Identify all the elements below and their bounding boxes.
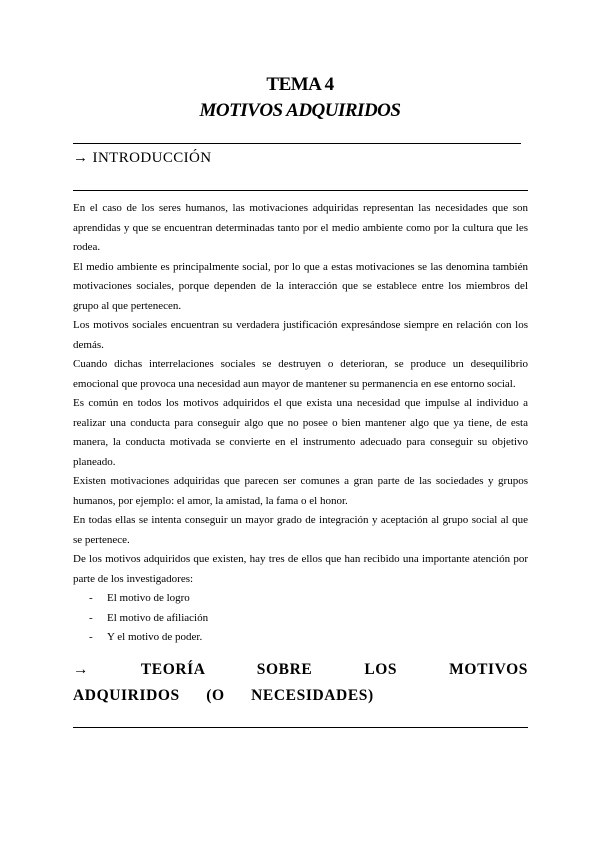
paragraph: De los motivos adquiridos que existen, hay tres de ellos que han recibido una importante atención por parte de los investigadores: — [73, 553, 528, 585]
list-bullet: - — [89, 631, 93, 643]
list-item — [73, 609, 528, 629]
section-heading-introduccion: → INTRODUCCIÓN — [73, 150, 212, 166]
list-item — [73, 628, 528, 648]
paragraph: Existen motivaciones adquiridas que parecen ser comunes a gran parte de las sociedades y grupos humanos, por ejemplo: el amor, la amistad, la fama o el honor. — [73, 475, 528, 507]
paragraph: En el caso de los seres humanos, las motivaciones adquiridas representan las necesidades que son aprendidas y que se encuentran determinadas tanto por el medio ambiente como por la cultura que les rodea. — [73, 202, 528, 253]
body-text — [73, 199, 528, 648]
list-item-text: El motivo de afiliación — [107, 611, 209, 624]
list-bullet: - — [89, 611, 93, 624]
paragraph: Los motivos sociales encuentran su verdadera justificación expresándose siempre en relación con los demás. — [73, 319, 528, 351]
list-bullet: - — [89, 592, 93, 604]
section-divider-1 — [73, 190, 528, 191]
section-heading-teoria: → TEORÍA SOBRE LOS MOTIVOS ADQUIRIDOS (O NECESIDADES) — [73, 661, 528, 704]
paragraph: El medio ambiente es principalmente social, por lo que a estas motivaciones se las denomina también motivaciones sociales, porque dependen de la interacción que se establece entre los miembros del grupo al que pertenecen. — [73, 260, 528, 312]
paragraph: En todas ellas se intenta conseguir un mayor grado de integración y aceptación al grupo social al que se pertenece. — [73, 514, 528, 546]
list-item — [73, 589, 528, 609]
motives-list — [73, 589, 528, 648]
list-item-text: Y el motivo de poder. — [107, 631, 203, 643]
document-title: TEMA 4 — [266, 74, 334, 95]
list-item-text: El motivo de logro — [107, 592, 190, 604]
title-divider — [73, 143, 521, 144]
paragraph: Es común en todos los motivos adquiridos el que exista una necesidad que impulse al individuo a realizar una conducta para conseguir algo que no posee o bien mantener algo que ya tiene, de esta manera, la conducta motivada se convierte en el instrumento adecuado para conseguir su objetivo planeado. — [73, 397, 528, 468]
paragraph: Cuando dichas interrelaciones sociales se destruyen o deterioran, se produce un desequilibrio emocional que provoca una necesidad aun mayor de mantener su permanencia en ese entorno social. — [73, 358, 528, 390]
document-subtitle: MOTIVOS ADQUIRIDOS — [199, 100, 401, 121]
section-divider-2 — [73, 727, 528, 728]
